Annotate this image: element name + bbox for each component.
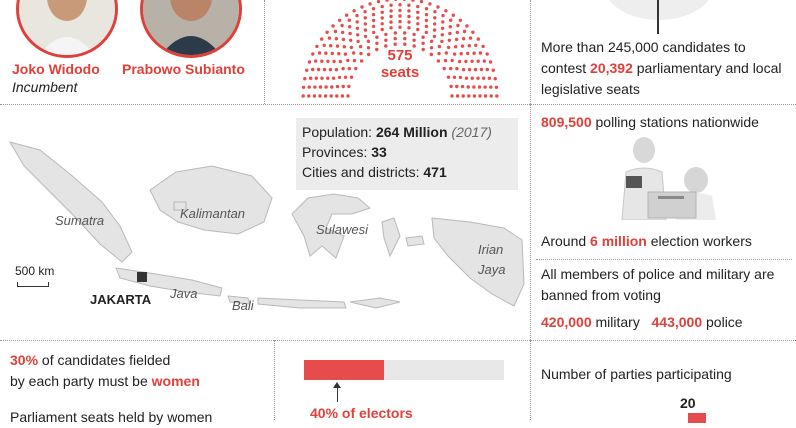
seat-dot [320, 77, 323, 80]
seat-dot [474, 68, 477, 71]
seat-dot [354, 67, 357, 70]
electors-label: 40% of electors [310, 405, 413, 421]
seat-dot [441, 14, 444, 17]
seat-dot [346, 94, 349, 97]
seat-dot [341, 67, 344, 70]
seat-dot [444, 59, 447, 62]
seat-dot [311, 68, 314, 71]
military-police-stat: 420,000 military 443,000 police [541, 314, 743, 330]
seat-dot [311, 52, 314, 55]
seat-dot [384, 33, 387, 36]
seat-dot [468, 68, 471, 71]
seat-dot [314, 59, 317, 62]
seat-dot [425, 19, 428, 22]
seat-dot [461, 44, 464, 47]
seat-dot [443, 67, 446, 70]
seat-dot [484, 94, 487, 97]
seat-dot [416, 28, 419, 31]
seat-dot [308, 85, 311, 88]
seat-dot [345, 14, 348, 17]
seat-dot [450, 94, 453, 97]
polling-stations-stat: 809,500 polling stations nationwide [541, 114, 759, 130]
seat-dot [452, 14, 455, 17]
seat-dot [318, 51, 321, 54]
seat-dot [425, 7, 428, 10]
seat-dot [494, 77, 497, 80]
seat-dot [341, 31, 344, 34]
seat-dot [490, 94, 493, 97]
seat-dot [421, 42, 424, 45]
seat-dot [347, 85, 350, 88]
seat-dot [381, 28, 384, 31]
seat-dot [313, 94, 316, 97]
seat-dot [495, 86, 498, 89]
seat-dot [466, 52, 469, 55]
electors-bar-track [304, 360, 504, 380]
seat-dot [340, 24, 343, 27]
seat-dot [441, 33, 444, 36]
seat-dot [360, 5, 363, 8]
seat-dot [425, 13, 428, 16]
seat-dot [330, 94, 333, 97]
seat-dot [407, 20, 410, 23]
seat-dot [455, 85, 458, 88]
seat-dot [309, 77, 312, 80]
seat-dot [356, 27, 359, 30]
divider-right-inner [536, 259, 792, 260]
seat-dot [488, 77, 491, 80]
candidate-portrait-prabowo [140, 0, 242, 58]
seat-dot [389, 15, 392, 18]
seat-dot [329, 44, 332, 47]
seat-dot [440, 40, 443, 43]
divider-top-left [264, 0, 265, 104]
seat-dot [398, 14, 401, 17]
seat-dot [315, 45, 318, 48]
seat-dot [332, 77, 335, 80]
seat-dot [359, 45, 362, 48]
seat-dot [364, 16, 367, 19]
seat-dot [479, 51, 482, 54]
ban-stat: All members of police and military are banned from voting [541, 266, 775, 303]
seat-dot [433, 22, 436, 25]
seat-dot [430, 53, 433, 56]
seat-dot [492, 69, 495, 72]
seat-dot [315, 77, 318, 80]
seat-dot [449, 19, 452, 22]
map-label-irian-jaya-1: Irian Jaya [478, 242, 506, 277]
seat-dot [447, 46, 450, 49]
seat-dot [348, 67, 351, 70]
seat-dot [451, 59, 454, 62]
seat-dot [335, 94, 338, 97]
seat-dot [412, 33, 415, 36]
parties-value: 20 [680, 395, 696, 411]
seat-dot [336, 85, 339, 88]
candidates-stat: More than 245,000 candidates to contest 20,392 parliamentary and local legislative seats [541, 39, 782, 97]
seat-dot [444, 9, 447, 12]
seat-dot [307, 94, 310, 97]
seat-dot [348, 32, 351, 35]
seat-dot [364, 28, 367, 31]
parliament-seats-number: 575 [387, 47, 413, 64]
seat-dot [323, 68, 326, 71]
seat-dot [430, 40, 433, 43]
seat-dot [320, 60, 323, 63]
seat-dot [381, 5, 384, 8]
parliament-seats-word: seats [380, 64, 420, 81]
seat-dot [389, 9, 392, 12]
seat-dot [350, 76, 353, 79]
seat-dot [478, 94, 481, 97]
seat-dot [407, 15, 410, 18]
women-seats-title: Parliament seats held by women [10, 409, 213, 425]
seat-dot [313, 85, 316, 88]
seat-dot [331, 24, 334, 27]
provinces-row: Provinces: 33 [302, 144, 387, 160]
seat-dot [341, 94, 344, 97]
women-quota-stat: 30% of candidates fielded by each party must be women [10, 352, 200, 389]
seat-dot [337, 52, 340, 55]
seat-dot [449, 25, 452, 28]
seat-dot [437, 59, 440, 62]
seat-dot [416, 5, 419, 8]
seat-dot [428, 2, 431, 5]
seat-dot [455, 67, 458, 70]
seat-dot [372, 31, 375, 34]
seat-dot [481, 45, 484, 48]
seat-dot [467, 94, 470, 97]
seat-dot [455, 38, 458, 41]
seat-dot [348, 25, 351, 28]
seat-dot [433, 28, 436, 31]
map-label-bali: Bali [232, 298, 254, 313]
seat-dot [330, 85, 333, 88]
seat-dot [403, 0, 406, 1]
seat-dot [471, 31, 474, 34]
seat-dot [447, 76, 450, 79]
map-label-sulawesi: Sulawesi [316, 222, 369, 237]
seat-dot [449, 85, 452, 88]
seat-dot [355, 14, 358, 17]
seat-dot [317, 68, 320, 71]
seat-dot [436, 5, 439, 8]
seat-dot [454, 45, 457, 48]
seat-dot [326, 60, 329, 63]
seat-dot [416, 16, 419, 19]
seat-dot [483, 59, 486, 62]
seat-dot [364, 35, 367, 38]
seat-dot [323, 44, 326, 47]
seat-dot [407, 26, 410, 29]
map-label-kalimantan: Kalimantan [180, 206, 246, 221]
seat-dot [462, 68, 465, 71]
seat-dot [335, 68, 338, 71]
seat-dot [389, 3, 392, 6]
seat-dot [329, 68, 332, 71]
seat-dot [372, 13, 375, 16]
seat-dot [398, 20, 401, 23]
seat-dot [302, 94, 305, 97]
seat-dot [389, 26, 392, 29]
seat-dot [331, 52, 334, 55]
parties-bar [688, 413, 706, 423]
map-scale-bar [17, 282, 49, 287]
divider-mid-right [530, 104, 531, 340]
seat-dot [483, 85, 486, 88]
seat-dot [403, 37, 406, 40]
seat-dot [453, 76, 456, 79]
seat-dot [472, 52, 475, 55]
seat-dot [372, 25, 375, 28]
seat-dot [343, 45, 346, 48]
seat-dot [476, 77, 479, 80]
seat-dot [482, 77, 485, 80]
seat-dot [463, 30, 466, 33]
ballot-circle-icon [604, 0, 714, 20]
electors-arrow-head [333, 382, 341, 388]
seat-dot [456, 31, 459, 34]
seat-dot [416, 22, 419, 25]
seat-dot [407, 3, 410, 6]
seat-dot [356, 40, 359, 43]
seat-dot [308, 60, 311, 63]
population-row: Population: 264 Million (2017) [302, 124, 492, 140]
seat-dot [394, 31, 397, 34]
seat-dot [367, 40, 370, 43]
seat-dot [478, 85, 481, 88]
seat-dot [372, 19, 375, 22]
map-label-java: Java [170, 286, 198, 301]
seat-dot [441, 20, 444, 23]
seat-dot [324, 94, 327, 97]
seat-dot [460, 52, 463, 55]
seat-dot [425, 31, 428, 34]
seat-dot [377, 0, 380, 3]
seat-dot [449, 67, 452, 70]
seat-dot [468, 44, 471, 47]
seat-dot [473, 94, 476, 97]
seat-dot [356, 33, 359, 36]
seat-dot [350, 46, 353, 49]
seat-dot [486, 68, 489, 71]
map-label-sumatra: Sumatra [55, 213, 105, 228]
seat-dot [372, 7, 375, 10]
seat-dot [344, 76, 347, 79]
seat-dot [403, 43, 406, 46]
seat-dot [303, 77, 306, 80]
seat-dot [389, 20, 392, 23]
seat-dot [467, 85, 470, 88]
seat-dot [412, 39, 415, 42]
seat-dot [474, 44, 477, 47]
seat-dot [381, 22, 384, 25]
seat-dot [477, 37, 480, 40]
seat-dot [403, 31, 406, 34]
seat-dot [335, 37, 338, 40]
seat-dot [336, 44, 339, 47]
parties-title: Number of parties participating [541, 366, 732, 382]
seat-dot [320, 37, 323, 40]
seat-dot [364, 22, 367, 25]
seat-dot [367, 46, 370, 49]
ballot-pointer-line [657, 0, 659, 34]
seat-dot [352, 51, 355, 54]
seat-dot [342, 38, 345, 41]
seat-dot [459, 19, 462, 22]
seat-dot [398, 3, 401, 6]
polling-station-illustration [596, 134, 726, 220]
seat-dot [462, 37, 465, 40]
seat-dot [430, 46, 433, 49]
seat-dot [363, 10, 366, 13]
seat-dot [305, 69, 308, 72]
seat-dot [480, 68, 483, 71]
seat-dot [384, 39, 387, 42]
seat-dot [411, 0, 414, 2]
seat-dot [433, 16, 436, 19]
seat-dot [346, 59, 349, 62]
candidate-name-prabowo: Prabowo Subianto [122, 61, 245, 77]
seat-dot [338, 19, 341, 22]
divider-top-right [530, 0, 531, 104]
seat-dot [302, 86, 305, 89]
seat-dot [462, 94, 465, 97]
divider-bottom-right [530, 340, 531, 420]
seat-dot [416, 11, 419, 14]
seat-dot [348, 19, 351, 22]
seat-dot [433, 35, 436, 38]
seat-dot [352, 9, 355, 12]
seat-dot [448, 39, 451, 42]
seat-dot [459, 76, 462, 79]
seat-dot [461, 85, 464, 88]
seat-dot [486, 52, 489, 55]
seat-dot [433, 10, 436, 13]
seat-dot [319, 85, 322, 88]
seat-dot [456, 24, 459, 27]
seat-dot [477, 60, 480, 63]
divider-row2 [0, 340, 796, 341]
seat-dot [381, 11, 384, 14]
seat-dot [375, 42, 378, 45]
seat-dot [489, 85, 492, 88]
seat-dot [367, 53, 370, 56]
seat-dot [458, 60, 461, 63]
seat-dot [456, 94, 459, 97]
seat-dot [495, 94, 498, 97]
seat-dot [385, 0, 388, 2]
country-info-box [296, 118, 518, 190]
seat-dot [326, 77, 329, 80]
candidate-name-jokowi: Joko Widodo [12, 61, 100, 77]
election-workers-stat: Around 6 million election workers [541, 233, 752, 249]
seat-dot [465, 24, 468, 27]
seat-dot [437, 52, 440, 55]
seat-dot [441, 27, 444, 30]
seat-dot [318, 94, 321, 97]
seat-dot [334, 30, 337, 33]
seat-dot [471, 77, 474, 80]
electors-bar-fill [304, 360, 384, 380]
seat-dot [353, 59, 356, 62]
seat-dot [375, 36, 378, 39]
seat-dot [368, 2, 371, 5]
seat-dot [421, 36, 424, 39]
seat-dot [325, 31, 328, 34]
seat-dot [356, 20, 359, 23]
seat-dot [339, 60, 342, 63]
cities-row: Cities and districts: 471 [302, 164, 447, 180]
seat-dot [359, 52, 362, 55]
map-scale-label: 500 km [15, 264, 55, 278]
seat-dot [398, 9, 401, 12]
seat-dot [344, 52, 347, 55]
seat-dot [342, 85, 345, 88]
seat-dot [469, 36, 472, 39]
seat-dot [338, 76, 341, 79]
divider-row1 [0, 104, 796, 105]
seat-dot [465, 77, 468, 80]
seat-dot [448, 32, 451, 35]
candidate-portrait-jokowi [16, 0, 118, 58]
seat-dot [489, 60, 492, 63]
seat-dot [470, 60, 473, 63]
candidate-role-jokowi: Incumbent [12, 79, 78, 95]
seat-dot [425, 25, 428, 28]
seat-dot [445, 51, 448, 54]
seat-dot [349, 39, 352, 42]
seat-dot [324, 52, 327, 55]
seat-dot [453, 52, 456, 55]
map-capital-label: JAKARTA [90, 292, 152, 307]
seat-dot [394, 37, 397, 40]
seat-dot [394, 0, 397, 1]
seat-dot [324, 85, 327, 88]
seat-dot [438, 45, 441, 48]
seat-dot [472, 85, 475, 88]
seat-dot [381, 16, 384, 19]
seat-dot [328, 36, 331, 39]
seat-dot [398, 26, 401, 29]
seat-dot [464, 60, 467, 63]
seat-dot [332, 60, 335, 63]
seat-dot [394, 43, 397, 46]
seat-dot [360, 59, 363, 62]
divider-bottom-left [274, 340, 275, 420]
seat-dot [407, 9, 410, 12]
seat-dot [420, 0, 423, 3]
